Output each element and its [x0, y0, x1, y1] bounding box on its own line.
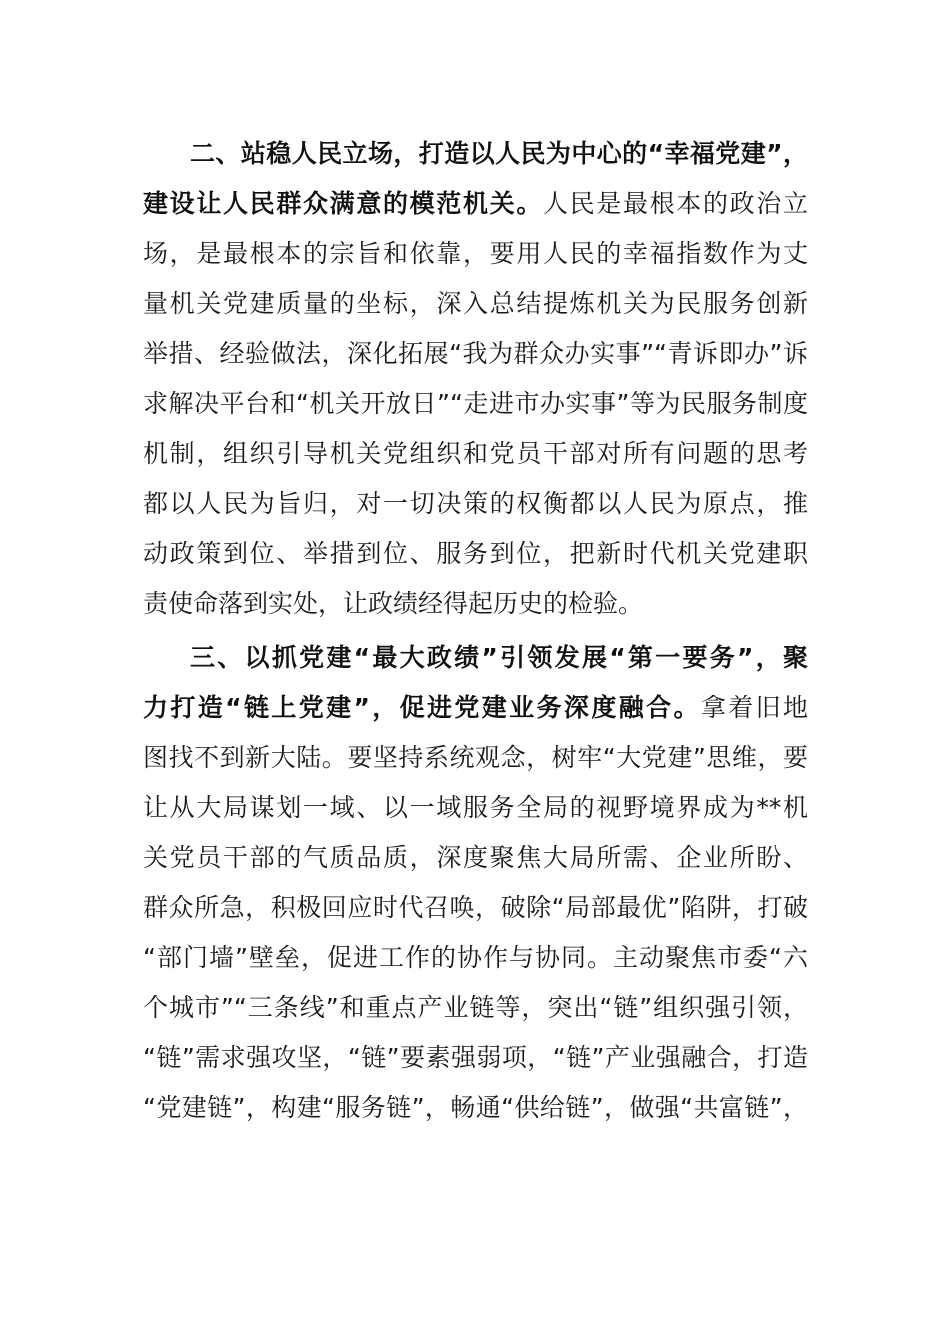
- bold-heading-text: 二、站稳人民立场，打造以人民为中心的“幸福党建”，: [190, 139, 808, 168]
- paragraph-2-line-3: [143, 733, 808, 783]
- paragraph-2-line-10: [143, 1083, 808, 1133]
- paragraph-1-line-7: [143, 429, 808, 479]
- body-text: “党建链”，构建“服务链”，畅通“供给链”，做强“共富链”，: [143, 1093, 808, 1122]
- body-text: 让从大局谋划一域、以一域服务全局的视野境界成为**机: [143, 793, 808, 822]
- bold-heading-text: 力打造“链上党建”，促进党建业务深度融合。: [143, 693, 701, 722]
- paragraph-2-line-7: [143, 933, 808, 983]
- paragraph-1-line-1: [190, 129, 808, 179]
- paragraph-1-line-3: [143, 229, 808, 279]
- body-text: 图找不到新大陆。要坚持系统观念，树牢“大党建”思维，要: [143, 743, 808, 772]
- paragraph-2-line-4: [143, 783, 808, 833]
- paragraph-2-line-1: [190, 633, 808, 683]
- body-text: 求解决平台和“机关开放日”“走进市办实事”等为民服务制度: [143, 389, 808, 418]
- paragraph-2-line-6: [143, 883, 808, 933]
- body-text: “部门墙”壁垒，促进工作的协作与协同。主动聚焦市委“六: [143, 943, 808, 972]
- paragraph-1-line-6: [143, 379, 808, 429]
- paragraph-1-line-9: [143, 529, 808, 579]
- body-text: 动政策到位、举措到位、服务到位，把新时代机关党建职: [143, 539, 808, 568]
- paragraph-1-line-5: [143, 329, 808, 379]
- body-text: 关党员干部的气质品质，深度聚焦大局所需、企业所盼、: [143, 843, 808, 872]
- paragraph-1-line-10: [143, 579, 808, 629]
- body-text: “链”需求强攻坚，“链”要素强弱项，“链”产业强融合，打造: [143, 1043, 808, 1072]
- body-text: 责使命落到实处，让政绩经得起历史的检验。: [143, 589, 644, 618]
- paragraph-1-line-8: [143, 479, 808, 529]
- body-text: 都以人民为旨归，对一切决策的权衡都以人民为原点，推: [143, 489, 808, 518]
- paragraph-2-line-5: [143, 833, 808, 883]
- body-text: 场，是最根本的宗旨和依靠，要用人民的幸福指数作为丈: [143, 239, 808, 268]
- body-text: 机制，组织引导机关党组织和党员干部对所有问题的思考: [143, 439, 808, 468]
- body-text: 群众所急，积极回应时代召唤，破除“局部最优”陷阱，打破: [143, 893, 808, 922]
- body-text: 量机关党建质量的坐标，深入总结提炼机关为民服务创新: [143, 289, 808, 318]
- paragraph-1-line-2: [143, 179, 808, 229]
- body-text: 个城市”“三条线”和重点产业链等，突出“链”组织强引领，: [143, 993, 808, 1022]
- body-text: 举措、经验做法，深化拓展“我为群众办实事”“青诉即办”诉: [143, 339, 808, 368]
- paragraph-1-line-4: [143, 279, 808, 329]
- bold-heading-text: 三、以抓党建“最大政绩”引领发展“第一要务”，聚: [190, 643, 808, 672]
- paragraph-2-line-9: [143, 1033, 808, 1083]
- body-text: 拿着旧地: [700, 693, 808, 722]
- bold-heading-text: 建设让人民群众满意的模范机关。: [143, 189, 543, 218]
- paragraph-2-line-2: [143, 683, 808, 733]
- body-text: 人民是最根本的政治立: [542, 189, 808, 218]
- paragraph-2-line-8: [143, 983, 808, 1033]
